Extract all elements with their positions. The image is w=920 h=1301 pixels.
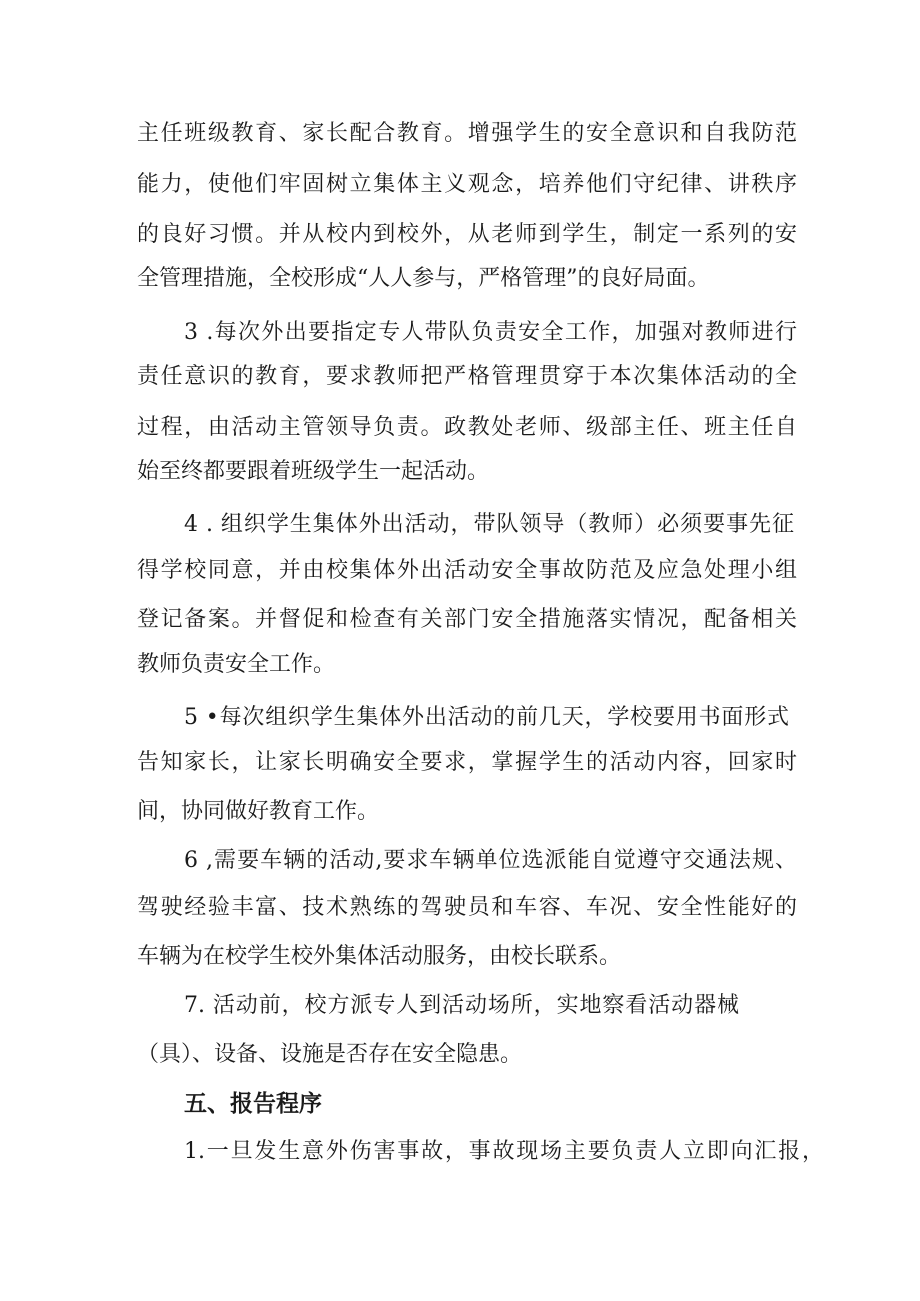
section-heading: 五、报告程序 <box>184 1091 322 1117</box>
paragraph-line: 得学校同意，并由校集体外出活动安全事故防范及应急处理小组 <box>137 558 797 583</box>
paragraph-line: 驾驶经验丰富、技术熟练的驾驶员和车容、车况、安全性能好的 <box>137 895 797 920</box>
paragraph-line: 间，协同做好教育工作。 <box>137 799 380 824</box>
paragraph-line: 告知家长，让家长明确安全要求，掌握学生的活动内容，回家时 <box>137 750 797 775</box>
paragraph-line: 车辆为在校学生校外集体活动服务，由校长联系。 <box>137 944 622 969</box>
paragraph-line: 全管理措施，全校形成“人人参与，严格管理”的良好局面。 <box>137 266 710 291</box>
paragraph-line: 4 . 组织学生集体外出活动，带队领导（教师）必须要事先征 <box>184 512 794 537</box>
paragraph-line: 7. 活动前，校方派专人到活动场所，实地察看活动器械 <box>184 993 739 1018</box>
paragraph-line: 1.一旦发生意外伤害事故，事故现场主要负责人立即向汇报， <box>184 1139 824 1164</box>
paragraph-line: 5 •每次组织学生集体外出活动的前几天，学校要用书面形式 <box>184 705 789 730</box>
paragraph-line: 教师负责安全工作。 <box>137 652 336 677</box>
paragraph-line: 的良好习惯。并从校内到校外，从老师到学生，制定一系列的安 <box>137 222 797 247</box>
paragraph-line: （具）、设备、设施是否存在安全隐患。 <box>137 1042 523 1067</box>
paragraph-line: 能力，使他们牢固树立集体主义观念，培养他们守纪律、讲秩序 <box>137 172 797 197</box>
paragraph-line: 登记备案。并督促和检查有关部门安全措施落实情况，配备相关 <box>137 607 797 632</box>
paragraph-line: 责任意识的教育，要求教师把严格管理贯穿于本次集体活动的全 <box>137 364 797 389</box>
paragraph-line: 3 .每次外出要指定专人带队负责安全工作，加强对教师进行 <box>184 320 797 345</box>
paragraph-line: 始至终都要跟着班级学生一起活动。 <box>137 459 490 484</box>
paragraph-line: 过程，由活动主管领导负责。政教处老师、级部主任、班主任自 <box>137 415 797 440</box>
paragraph-line: 6 ,需要车辆的活动,要求车辆单位选派能自觉遵守交通法规、 <box>184 848 797 873</box>
paragraph-line: 主任班级教育、家长配合教育。增强学生的安全意识和自我防范 <box>137 121 797 146</box>
